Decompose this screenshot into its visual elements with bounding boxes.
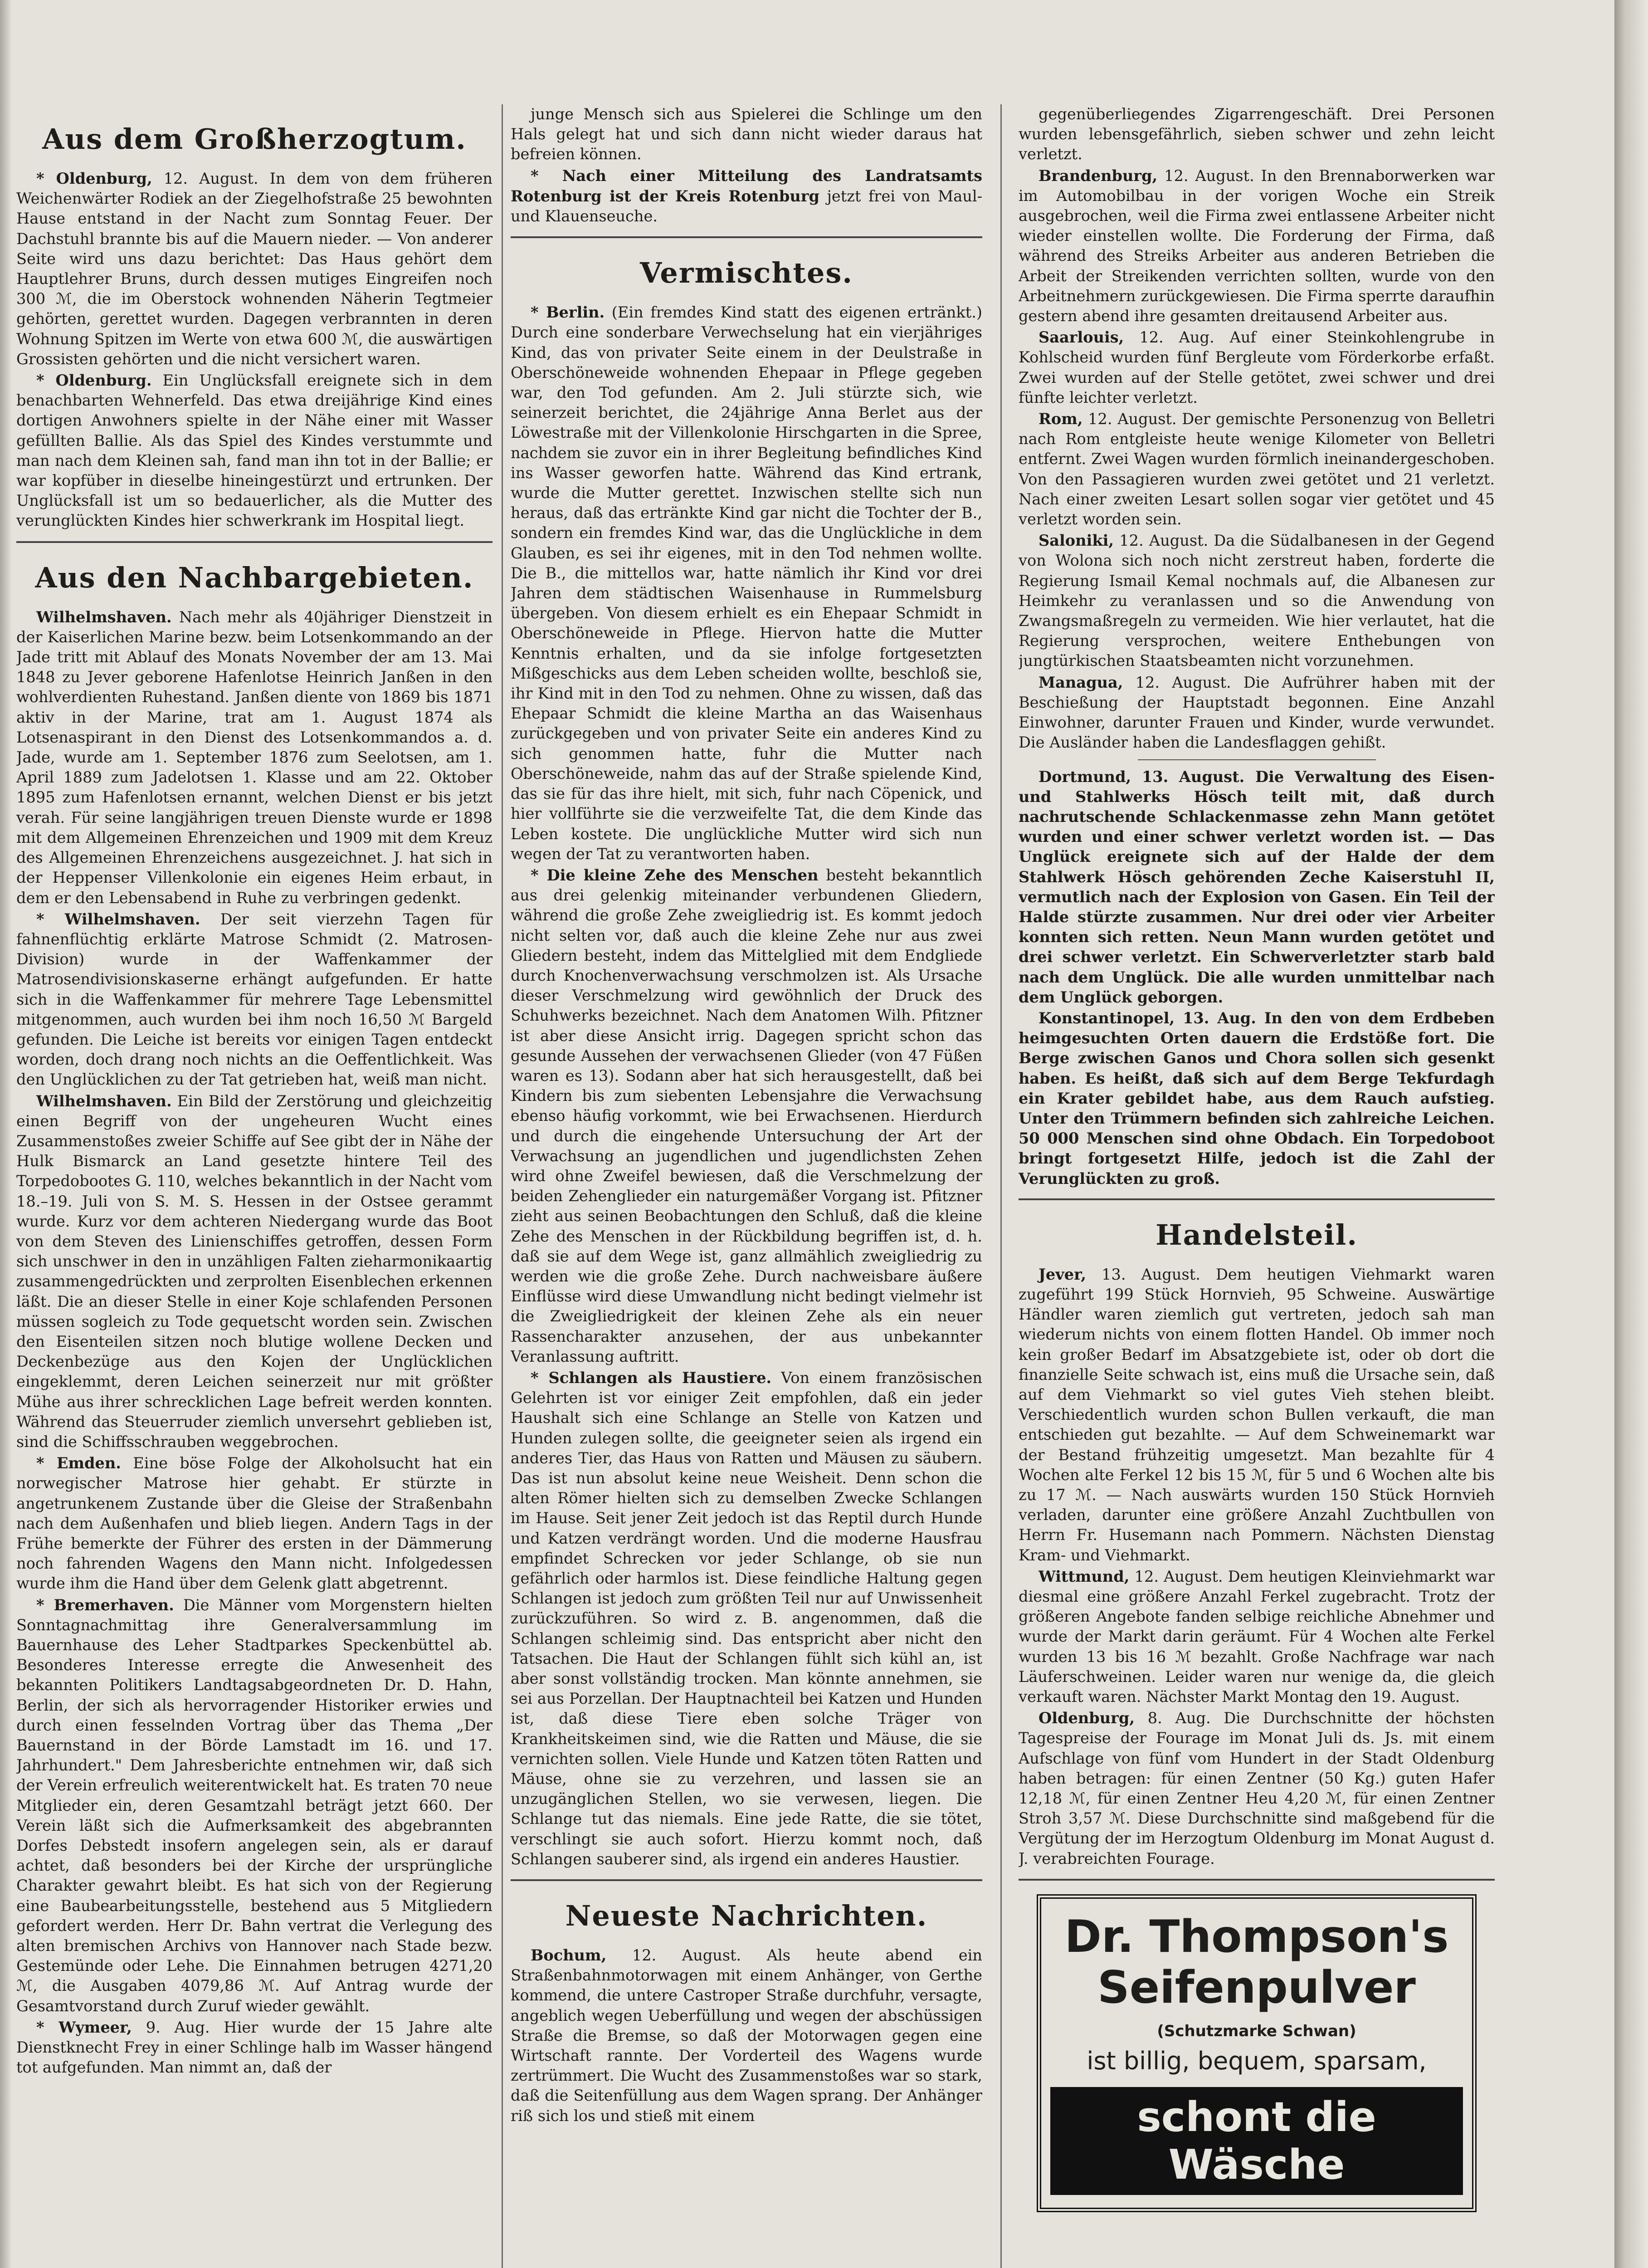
- article-text: 12. August. Als heute abend ein Straßenbahnmotorwagen mit einem Anhänger, von Gerthe kommend, die untere Castroper Straße durchfuhr, versagte, angeblich wegen Ueberfüllung und wegen der abschüssigen Straße die Bremse, so daß der Motorwagen gegen eine Wirtschaft rannte. Der Vorderteil des Wagens wurde zertrümmert. Die Wucht des Zusammenstoßes war so stark, daß die Seitenfüllung aus dem Wagen sprang. Der Anhänger riß sich los und stieß mit einem: [511, 1946, 982, 2125]
- dateline: Brandenburg,: [1039, 166, 1158, 185]
- dateline: * Berlin.: [531, 303, 605, 322]
- article-text: 13. August. Die Verwaltung des Eisen- und Stahlwerks Hösch teilt mit, daß durch nachrutschende Schlackenmasse zehn Mann getötet wurden und einer schwer verletzt worden ist. — Das Unglück ereignete sich auf der Halde der dem Stahlwerk Hösch gehörenden Zeche Kaiserstuhl II, vermutlich nach der Explosion von Gasen. Ein Teil der Halde stürzte zusammen. Nur drei oder vier Arbeiter konnten sich retten. Neun Mann wurden getötet und drei schwer verletzt. Ein Schwerverletzter starb bald nach dem Unglück. Die alle wurden unmittelbar nach dem Unglück geborgen.: [1019, 767, 1495, 1006]
- article-paragraph: [1019, 409, 1495, 529]
- article-paragraph: [511, 1368, 982, 1869]
- article-text: 13. Aug. In den von dem Erdbeben heimgesuchten Orten dauern die Erdstöße fort. Die Berge zwischen Ganos und Chora sollen sich gesenkt haben. Es heißt, daß sich auf dem Berge Tekfurdagh ein Krater gebildet habe, aus dem Rauch aufstieg. Unter den Trümmern befinden sich zahlreiche Leichen. 50 000 Menschen sind ohne Obdach. Ein Torpedoboot bringt fortgesetzt Hilfe, jedoch ist die Zahl der Verunglückten zu groß.: [1019, 1008, 1495, 1188]
- article-text: gegenüberliegendes Zigarrengeschäft. Drei Personen wurden lebensgefährlich, sieben schwer und zehn leicht verletzt.: [1019, 105, 1495, 163]
- article-paragraph: [1019, 530, 1495, 671]
- article-text: Ein Bild der Zerstörung und gleichzeitig einen Begriff von der ungeheuren Wucht eines Zusammenstoßes zweier Schiffe auf See gibt der in Nähe der Hulk Bismarck an Land gesetzte hintere Teil des Torpedobootes G. 110, welches bekanntlich in der Nacht vom 18.–19. Juli von S. M. S. Hessen in der Ostsee gerammt wurde. Kurz vor dem achteren Niedergang wurde das Boot von dem Steven des Linienschiffes getroffen, dessen Form sich unschwer in den in unzähligen Falten zieharmonikaartig zusammengedrückten und zerprolten Eisenblechen erkennen läßt. Die an dieser Stelle in einer Koje schlafenden Personen müssen sogleich zu Tode gequetscht worden sein. Zwischen den Eisenteilen sitzen noch blutige wollene Decken und Deckenbezüge aus den Kojen der Unglücklichen eingeklemmt, deren Leichen seinerzeit nur mit größter Mühe aus ihrer schrecklichen Lage befreit werden konnten. Während das Steuerruder ziemlich unversehrt geblieben ist, sind die Schiffsschrauben weggebrochen.: [16, 1092, 492, 1451]
- ad-trademark: (Schutzmarke Schwan): [1157, 2022, 1356, 2040]
- article-text: 12. August. In den Brennaborwerken war im Automobilbau in der vorigen Woche ein Streik ausgebrochen, weil die Firma zwei entlassene Arbeiter nicht wieder einstellen wollte. Die Forderung der Firma, daß während des Streiks Arbeiter aus anderen Betrieben die Arbeit der Streikenden verrichten sollten, wurde von den Arbeitnehmern zurückgewiesen. Die Firma sperrte daraufhin gestern abend ihre gesamten dreitausend Arbeiter aus.: [1019, 166, 1495, 325]
- ad-brand-line-1: Dr. Thompson's: [1064, 1911, 1449, 1963]
- articles-vermischtes: [511, 302, 982, 1869]
- section-heading-grossherzogtum: Aus dem Großherzogtum.: [42, 122, 467, 156]
- column-1: [16, 104, 492, 2268]
- article-text: Der seit vierzehn Tagen für fahnenflüchtig erklärte Matrose Schmidt (2. Matrosen-Division) wurde in der Waffenkammer der Matrosendivisionskaserne erhängt aufgefunden. Er hatte sich in die Waffenkammer für mehrere Tage Lebensmittel mitgenommen, auch wurden bei ihm noch 16,50 ℳ Bargeld gefunden. Die Leiche ist bereits vor einigen Tagen entdeckt worden, doch drang noch nichts an die Oeffentlichkeit. Was den Unglücklichen zu der Tat getrieben hat, weiß man nicht.: [16, 910, 492, 1089]
- dateline: * Wilhelmshaven.: [36, 909, 200, 928]
- dateline: * Die kleine Zehe des Menschen: [531, 865, 819, 884]
- articles-news-continued: [1019, 104, 1495, 753]
- article-text: 12. August. Da die Südalbanesen in der Gegend von Wolona sich noch nicht zerstreut haben, forderte die Regierung Ismail Kemal nochmals auf, die Albanesen zur Heimkehr zu veranlassen und so die Anwendung von Zwangsmaßregeln zu vermeiden. Wie hier verlautet, hat die Regierung versprochen, weitere Enthebungen von jungtürkischen Staatsbeamten nicht vorzunehmen.: [1019, 532, 1495, 670]
- article-text: 12. August. In dem von dem früheren Weichenwärter Rodiek an der Ziegelhofstraße 25 bewohnten Hause entstand in der Nacht zum Sonntag Feuer. Der Dachstuhl brannte bis auf die Mauern nieder. — Von anderer Seite wird uns dazu berichtet: Das Haus gehört dem Hauptlehrer Bruns, durch dessen mutiges Eingreifen noch 300 ℳ, die im Oberstock wohnenden Näherin Tegtmeier gehörten, gerettet wurden. Dagegen verbrannten in deren Wohnung Spitzen im Werte von etwa 600 ℳ, die auswärtigen Grossisten gehörten und die nicht versichert waren.: [16, 170, 492, 368]
- column-rule-1: [502, 104, 503, 2268]
- section-heading-nachbargebieten: Aus den Nachbargebieten.: [35, 561, 474, 594]
- page-edge: [1614, 0, 1648, 2268]
- section-divider: [16, 541, 492, 543]
- article-paragraph: [511, 865, 982, 1367]
- articles-neueste-nachrichten: [511, 1945, 982, 2126]
- article-paragraph: [16, 909, 492, 1090]
- ad-brand-line-2: Seifenpulver: [1097, 1961, 1416, 2014]
- dateline: Wilhelmshaven.: [36, 1091, 172, 1110]
- dateline: Managua,: [1039, 673, 1123, 691]
- article-text: Die Männer vom Morgenstern hielten Sonntagnachmittag ihre Generalversammlung im Bauernhause des Leher Stadtparkes Speckenbüttel ab. Besonderes Interesse erregte die Anwesenheit des bekannten Politikers Landtagsabgeordneten Dr. D. Hahn, Berlin, der sich als hervorragender Historiker erwies und durch einen fesselnden Vortrag über das Thema „Der Bauernstand in der Börde Lamstadt im 16. und 17. Jahrhundert." Dem Jahresberichte entnehmen wir, daß sich der Verein erfreulich weiterentwickelt hat. Es traten 70 neue Mitglieder ein, deren Gesamtzahl beträgt jetzt 660. Der Verein läßt sich die Aufmerksamkeit des abgebrannten Dorfes Debstedt insofern angelegen sein, als er darauf achtet, daß besonders bei der Kirche der ursprüngliche Charakter gewahrt bleibt. Es hat sich von der Regierung eine Baubearbeitungsstelle, bestehend aus 5 Mitgliedern gefordert werden. Herr Dr. Bahn vertrat die Verlegung des alten bremischen Archivs von Hannover nach Stade bezw. Gestemünde oder Lehe. Die Einnahmen betrugen 4271,20 ℳ, die Ausgaben 4079,86 ℳ. Auf Antrag wurde der Gesamtvorstand durch Zuruf wieder gewählt.: [16, 1596, 492, 2015]
- dateline: Bochum,: [531, 1946, 607, 1965]
- article-paragraph: [16, 370, 492, 531]
- article-text: (Ein fremdes Kind statt des eigenen ertränkt.) Durch eine sonderbare Verwechselung hat ein vierjähriges Kind, das von privater Seite einem in der Deulstraße in Oberschöneweide wohnenden Ehepaar in Pflege gegeben war, den Tod gefunden. Am 2. Juli stürzte sich, wie seinerzeit berichtet, die 24jährige Anna Berlet aus der Löwestraße mit der Villenkolonie Hirschgarten in die Spree, nachdem sie zuvor ein in ihrer Begleitung befindliches Kind ins Wasser geworfen hatte. Während das Kind ertrank, wurde die Mutter gerettet. Inzwischen stellte sich nun heraus, daß das ertränkte Kind gar nicht die Tochter der B., sondern ein fremdes Kind war, das die Unglückliche in dem Glauben, es sei ihr eigenes, mit in den Tod nehmen wollte. Die B., die mittellos war, hatte nämlich ihr Kind vor drei Jahren dem städtischen Waisenhause in Rummelsburg übergeben. Von diesem erhielt es ein Ehepaar Schmidt in Oberschöneweide in Pflege. Hiervon hatte die Mutter Kenntnis erhalten, und da sie infolge fortgesetzten Mißgeschicks aus dem Leben scheiden wollte, beschloß sie, ihr Kind mit in den Tod zu nehmen. Ohne zu wissen, daß das Ehepaar Schmidt die kleine Martha an das Waisenhaus zurückgegeben und von privater Seite ein anderes Kind zu sich genommen hatte, fuhr die Mutter nach Oberschöneweide, nahm das auf der Straße spielende Kind, das sie für das ihre hielt, mit sich, fuhr nach Cöpenick, und hier vollführte sie die verzweifelte Tat, die dem Kinde das Leben kostete. Die unglückliche Mutter wird sich nun wegen der Tat zu verantworten haben.: [511, 303, 982, 863]
- article-text: 12. August. Dem heutigen Kleinviehmarkt war diesmal eine größere Anzahl Ferkel zugebracht. Trotz der größeren Angebote fanden selbige reichliche Abnehmer und wurde der Markt darin geräumt. Für 4 Wochen alte Ferkel wurden 13 bis 16 ℳ bezahlt. Große Nachfrage war nach Läuferschweinen. Leider waren nur wenige da, die gleich verkauft waren. Nächster Markt Montag den 19. August.: [1019, 1567, 1495, 1706]
- dateline: Saarlouis,: [1039, 328, 1124, 347]
- dateline: * Bremerhaven.: [36, 1595, 174, 1614]
- dateline: Wilhelmshaven.: [36, 607, 172, 626]
- article-text: besteht bekanntlich aus drei gelenkig miteinander verbundenen Gliedern, während die große Zehe zweigliedrig ist. Es kommt jedoch nicht selten vor, daß auch die kleine Zehe nur aus zwei Gliedern besteht, indem das Mittelglied mit dem Endgliede durch Knochenverwachsung verschmolzen ist. Als Ursache dieser Verschmelzung wird gewöhnlich der Druck des Schuhwerks bezeichnet. Nach dem Anatomen Wilh. Pfitzner ist aber diese Ansicht irrig. Dagegen spricht schon das gesunde Aussehen der verwachsenen Glieder (von 47 Füßen waren es 13). Sodann aber hat sich herausgestellt, daß bei Kindern bis zum siebenten Lebensjahre die Verwachsung ebenso häufig vorkommt, wie bei Erwachsenen. Hierdurch und durch die eingehende Untersuchung der Art der Verwachsung an jugendlichen und jugendlichsten Zehen wird ohne Zweifel bewiesen, daß die Verschmelzung der beiden Zehenglieder ein naturgemäßer Vorgang ist. Pfitzner zieht aus seinen Beobachtungen den Schluß, daß die kleine Zehe des Menschen in der Rückbildung begriffen ist, d. h. daß sie auf dem Wege ist, ganz allmählich zweigliedrig zu werden wie die große Zehe. Durch nachweisbare äußere Einflüsse wird diese Umwandlung nicht bedingt vielmehr ist die Zweigliedrigkeit der kleinen Zehe als ein neuer Rassencharakter anzusehen, der aus unbekannter Veranlassung auftritt.: [511, 866, 982, 1365]
- articles-handelsteil: [1019, 1264, 1495, 1869]
- article-text: 13. August. Dem heutigen Viehmarkt waren zugeführt 199 Stück Hornvieh, 95 Schweine. Auswärtige Händler waren ziemlich gut vertreten, jedoch sah man wiederum nichts von einem flotten Handel. Ob immer noch kein großer Bedarf im Absatzgebiete ist, oder ob dort die finanzielle Seite schwach ist, eins muß die Ursache sein, daß auf dem Viehmarkt so viel gutes Vieh stehen bleibt. Verschiedentlich wurden schon Bullen verkauft, die man entschieden gut bezahlte. — Auf dem Schweinemarkt war der Bestand frühzeitig umgesetzt. Man bezahlte für 4 Wochen alte Ferkel 12 bis 15 ℳ, für 5 und 6 Wochen alte bis zu 17 ℳ. — Nach auswärts wurden 150 Stück Hornvieh verladen, darunter eine größere Anzahl Zuchtbullen von Herrn Fr. Husemann nach Pommern. Nächsten Dienstag Kram- und Viehmarkt.: [1019, 1265, 1495, 1564]
- ad-slogan: ist billig, bequem, sparsam,: [1087, 2046, 1427, 2075]
- dateline: Wittmund,: [1039, 1567, 1130, 1585]
- article-paragraph: [1019, 1566, 1495, 1707]
- article-paragraph: [16, 1453, 492, 1593]
- article-paragraph: [1019, 767, 1495, 1007]
- article-paragraph: [511, 166, 982, 227]
- article-text: Eine böse Folge der Alkoholsucht hat ein norwegischer Matrose hier gehabt. Er stürzte in angetrunkenem Zustande über die Gleise der Straßenbahn nach dem Außenhafen und blieb liegen. Andern Tags in der Frühe bemerkte der Führer des ersten in der Dämmerung noch fahrenden Wagens den Mann nicht. Infolgedessen wurde ihm die Hand über dem Gelenk glatt abgetrennt.: [16, 1454, 492, 1593]
- column-rule-2: [1000, 104, 1002, 2268]
- article-paragraph: [16, 607, 492, 908]
- articles-grossherzogtum: [16, 168, 492, 531]
- ad-claim: schont die Wäsche: [1050, 2087, 1463, 2195]
- section-heading-neueste-nachrichten: Neueste Nachrichten.: [565, 1899, 928, 1933]
- section-divider: [511, 1879, 982, 1881]
- dateline: * Emden.: [36, 1454, 121, 1472]
- article-paragraph: [16, 1595, 492, 2016]
- article-paragraph: [1019, 327, 1495, 408]
- short-divider: [1138, 759, 1376, 760]
- article-text: 12. August. Die Aufrührer haben mit der Beschießung der Hauptstadt begonnen. Eine Anzahl Einwohner, darunter Frauen und Kinder, wurde verwundet. Die Ausländer haben die Landesflaggen gehißt.: [1019, 673, 1495, 752]
- dateline: Saloniki,: [1039, 531, 1114, 550]
- article-paragraph: [511, 104, 982, 165]
- binding-shadow: [0, 0, 12, 2268]
- article-paragraph: [16, 2017, 492, 2078]
- section-divider: [1019, 1198, 1495, 1200]
- section-heading-vermischtes: Vermischtes.: [640, 256, 853, 290]
- articles-continued: [511, 104, 982, 226]
- section-divider: [511, 236, 982, 238]
- dateline: Oldenburg,: [1039, 1709, 1135, 1727]
- article-text: Von einem französischen Gelehrten ist vor einiger Zeit empfohlen, daß ein jeder Haushalt sich eine Schlange an Stelle von Katzen und Hunden zulegen sollte, die geeigneter seien als irgend ein anderes Tier, das Haus von Ratten und Mäusen zu säubern. Das ist nun absolut keine neue Weisheit. Denn schon die alten Römer hielten sich zu demselben Zwecke Schlangen im Hause. Seit jener Zeit jedoch ist das Reptil durch Hunde und Katzen verdrängt worden. Und die moderne Hausfrau empfindet Schrecken vor jeder Schlange, ob sie nun gefährlich oder harmlos ist. Diese feindliche Haltung gegen Schlangen ist jedoch zum größten Teil nur auf Unwissenheit zurückzuführen. So wird z. B. angenommen, daß die Schlangen schleimig sind. Das entspricht aber nicht den Tatsachen. Die Haut der Schlangen fühlt sich kühl an, ist aber sonst vollständig trocken. Man könnte annehmen, sie sei aus Porzellan. Der Hauptnachteil bei Katzen und Hunden ist, daß diese Tiere eben solche Träger von Krankheitskeimen sind, wie die Ratten und Mäuse, die sie vernichten sollen. Viele Hunde und Katzen töten Ratten und Mäuse, ohne sie zu verzehren, und lassen sie an unzugänglichen Stellen, wo sie verwesen, liegen. Die Schlange tut das niemals. Eine jede Ratte, die sie tötet, verschlingt sie auch sofort. Hierzu kommt noch, daß Schlangen sauberer sind, als irgend ein anderes Haustier.: [511, 1369, 982, 1868]
- article-paragraph: [1019, 1264, 1495, 1565]
- dateline: Dortmund,: [1039, 767, 1131, 786]
- section-divider: [1019, 1879, 1495, 1881]
- article-paragraph: [16, 168, 492, 369]
- dateline: * Schlangen als Haustiere.: [531, 1368, 772, 1387]
- article-text: Ein Unglücksfall ereignete sich in dem benachbarten Wehnerfeld. Das etwa dreijährige Kind eines dortigen Anwohners spielte in der Nähe einer mit Wasser gefüllten Ballie. Als das Spiel des Kindes verstummte und man nach dem Kleinen sah, fand man ihn tot in der Ballie; er war kopfüber in dieselbe hineingestürzt und ertrunken. Der Unglücksfall ist um so bedauerlicher, als die Mutter des verunglückten Kindes hier schwerkrank im Hospital liegt.: [16, 371, 492, 530]
- column-2: [511, 104, 982, 2268]
- article-text: 12. Aug. Auf einer Steinkohlengrube in Kohlscheid wurden fünf Bergleute vom Förderkorbe erfaßt. Zwei wurden auf der Stelle getötet, zwei schwer und drei fünfte leichter verletzt.: [1019, 328, 1495, 406]
- articles-latest-bold: [1019, 767, 1495, 1188]
- dateline: * Wymeer,: [36, 2018, 132, 2036]
- article-paragraph: [1019, 1008, 1495, 1188]
- article-paragraph: [511, 302, 982, 864]
- dateline: * Oldenburg,: [36, 169, 152, 187]
- dateline: Rom,: [1039, 410, 1083, 428]
- dateline: Konstantinopel,: [1039, 1008, 1175, 1027]
- article-text: Nach mehr als 40jähriger Dienstzeit in der Kaiserlichen Marine bezw. beim Lotsenkommando an der Jade tritt mit Ablauf des Monats November der am 13. Mai 1848 zu Jever geborene Hafenlotse Heinrich Janßen in den wohlverdienten Ruhestand. Janßen diente von 1869 bis 1871 aktiv in der Marine, trat am 1. August 1874 als Lotsenaspirant in den Dienst des Lotsenkommandos a. d. Jade, wurde am 1. September 1876 zum Seelotsen, am 1. April 1889 zum Jadelotsen 1. Klasse und am 22. Oktober 1895 zum Hafenlotsen ernannt, welchen Dienst er bis jetzt verah. Für seine langjährigen treuen Dienste wurde er 1898 mit dem Allgemeinen Ehrenzeichen und 1909 mit dem Kreuz des Allgemeinen Ehrenzeichens ausgezeichnet. J. hat sich in der Heppenser Villenkolonie ein eigenes Heim erbaut, in dem er den Lebensabend in Ruhe zu verbringen gedenkt.: [16, 608, 492, 907]
- article-text: 9. Aug. Hier wurde der 15 Jahre alte Dienstknecht Frey in einer Schlinge halb im Wasser hängend tot aufgefunden. Man nimmt an, daß der: [16, 2018, 492, 2077]
- dateline: * Oldenburg.: [36, 371, 152, 390]
- article-paragraph: [511, 1945, 982, 2126]
- article-paragraph: [1019, 1708, 1495, 1869]
- advertisement-thompson: [1037, 1894, 1477, 2212]
- articles-nachbargebieten: [16, 607, 492, 2078]
- article-text: 12. August. Der gemischte Personenzug von Belletri nach Rom entgleiste heute wenige Kilometer von Belletri entfernt. Zwei Wagen wurden förmlich ineinandergeschoben. Von den Passagieren wurden zwei getötet und 21 verletzt. Nach einer zweiten Lesart sollen sogar vier getötet und 45 verletzt worden sein.: [1019, 410, 1495, 528]
- article-paragraph: [16, 1091, 492, 1452]
- column-3: [1019, 104, 1495, 2268]
- article-text: junge Mensch sich aus Spielerei die Schlinge um den Hals gelegt hat und sich dann nicht wieder daraus hat befreien können.: [511, 105, 982, 163]
- article-paragraph: [1019, 672, 1495, 753]
- article-text: jetzt frei von Maul- und Klauenseuche.: [511, 187, 982, 225]
- section-heading-handelsteil: Handelsteil.: [1156, 1218, 1358, 1251]
- dateline: Jever,: [1039, 1265, 1087, 1283]
- article-paragraph: [1019, 166, 1495, 327]
- dateline: * Nach einer Mitteilung des Landratsamts Rotenburg ist der Kreis Rotenburg: [511, 166, 982, 205]
- article-paragraph: [1019, 104, 1495, 165]
- article-text: 8. Aug. Die Durchschnitte der höchsten Tagespreise der Fourage im Monat Juli ds. Js. mit einem Aufschlage von fünf vom Hundert in der Stadt Oldenburg haben betragen: für einen Zentner (50 Kg.) guten Hafer 12,18 ℳ, für einen Zentner Heu 4,20 ℳ, für einen Zentner Stroh 3,57 ℳ. Diese Durchschnitte sind maßgebend für die Vergütung der im Herzogtum Oldenburg im Monat August d. J. verabreichten Fourage.: [1019, 1709, 1495, 1867]
